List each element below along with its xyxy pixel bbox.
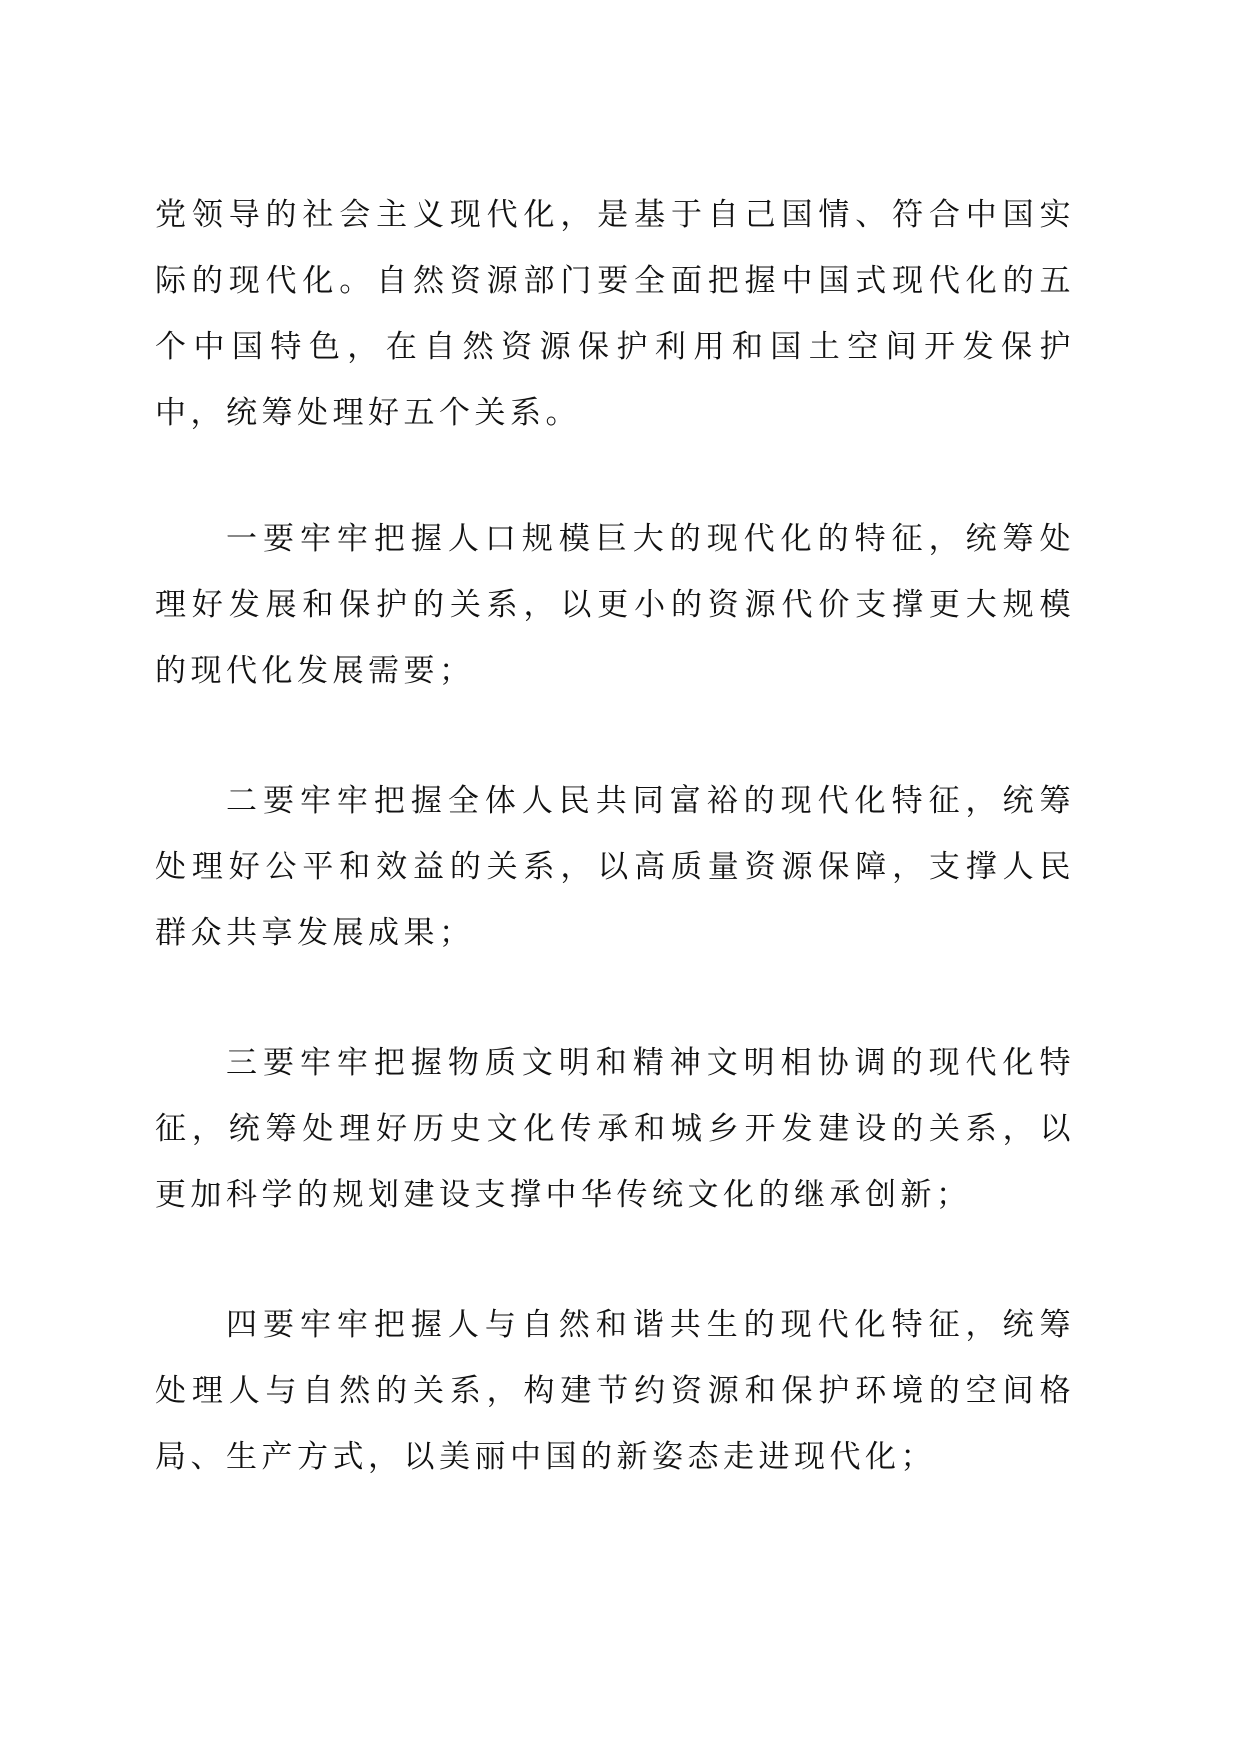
paragraph-point-two: 二要牢牢把握全体人民共同富裕的现代化特征，统筹处理好公平和效益的关系，以高质量资源保障，支撑人民群众共享发展成果； <box>155 783 1075 951</box>
paragraph-intro: 党领导的社会主义现代化，是基于自己国情、符合中国实际的现代化。自然资源部门要全面把握中国式现代化的五个中国特色，在自然资源保护利用和国土空间开发保护中，统筹处理好五个关系。 <box>155 197 1075 431</box>
paragraph-point-three: 三要牢牢把握物质文明和精神文明相协调的现代化特征，统筹处理好历史文化传承和城乡开发建设的关系，以更加科学的规划建设支撑中华传统文化的继承创新； <box>155 1045 1075 1213</box>
paragraph-point-four: 四要牢牢把握人与自然和谐共生的现代化特征，统筹处理人与自然的关系，构建节约资源和保护环境的空间格局、生产方式，以美丽中国的新姿态走进现代化； <box>155 1307 1075 1475</box>
paragraph-point-one: 一要牢牢把握人口规模巨大的现代化的特征，统筹处理好发展和保护的关系，以更小的资源代价支撑更大规模的现代化发展需要； <box>155 521 1075 689</box>
